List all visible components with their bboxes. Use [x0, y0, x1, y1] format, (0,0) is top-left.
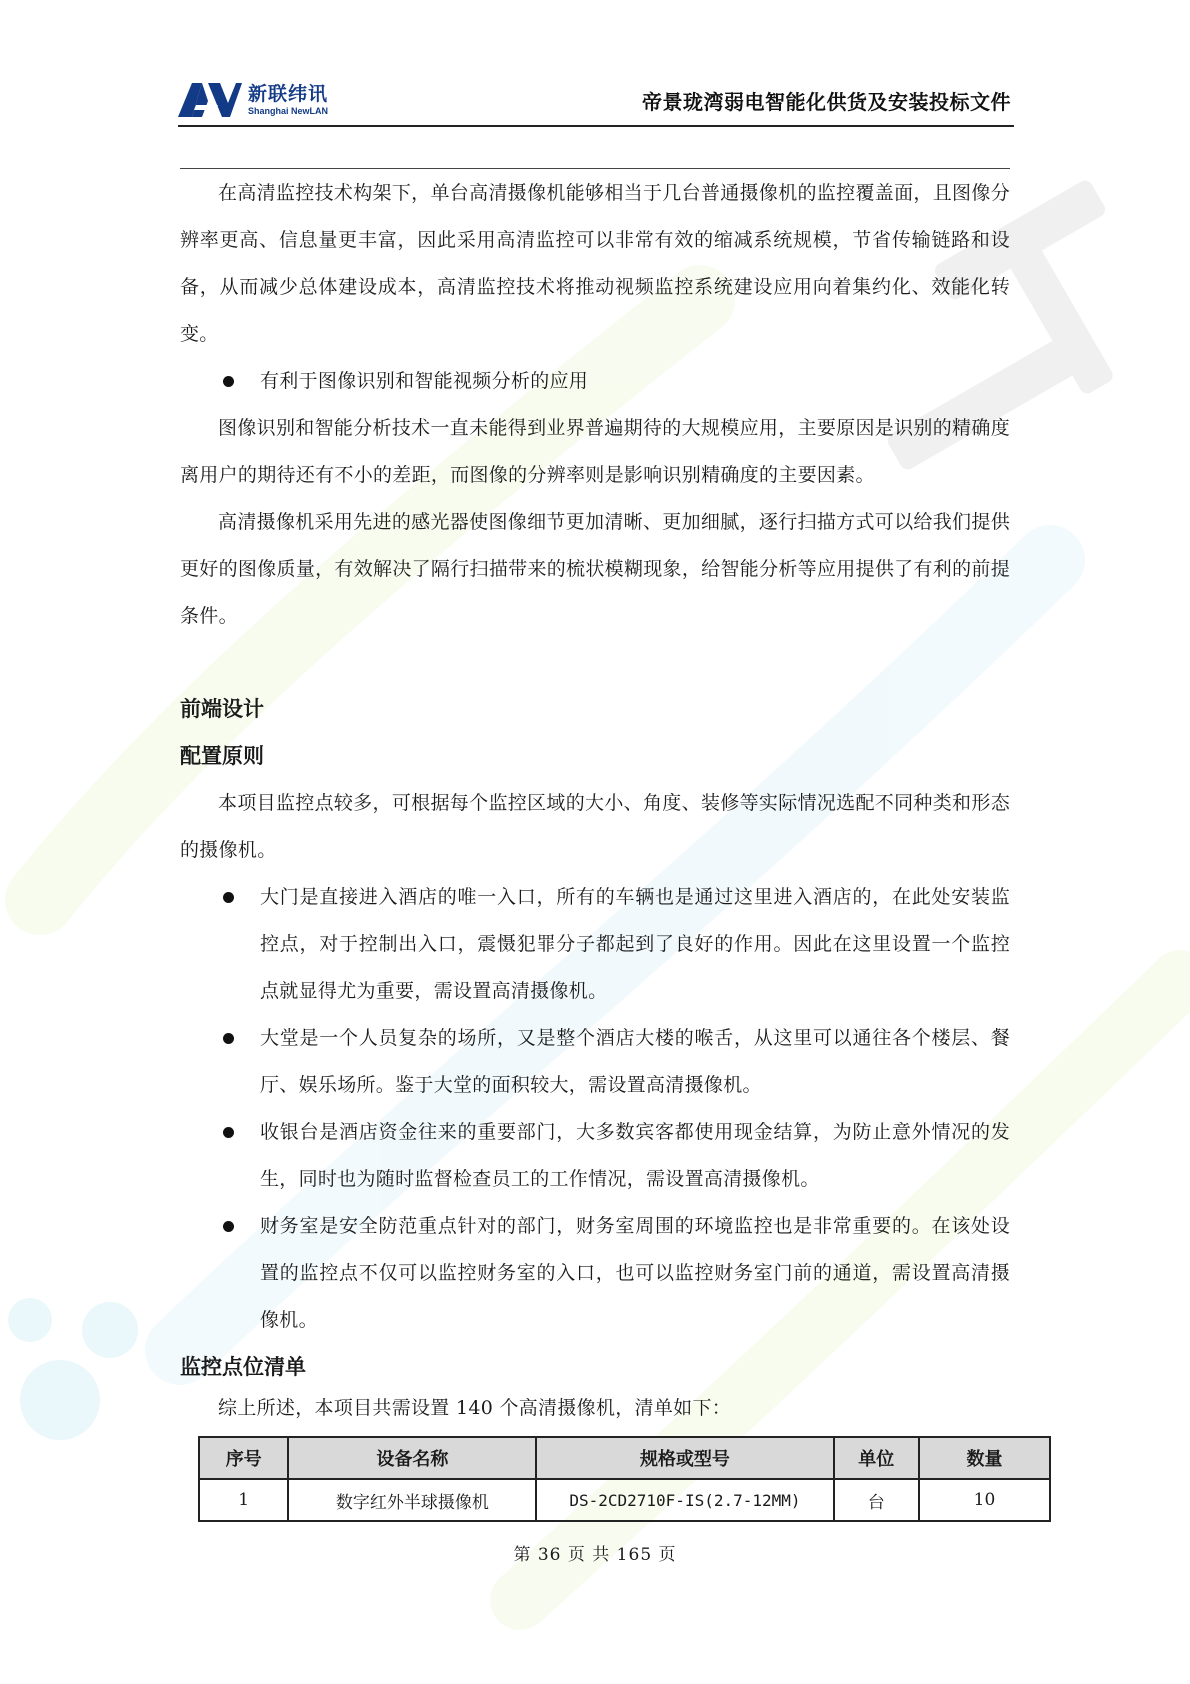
- paragraph: 高清摄像机采用先进的感光器使图像细节更加清晰、更加细腻，逐行扫描方式可以给我们提供更好的图像质量，有效解决了隔行扫描带来的梳状模糊现象，给智能分析等应用提供了有利的前提条件。: [180, 511, 1010, 627]
- spacer: [180, 640, 1010, 686]
- page-number: 第 36 页 共 165 页: [513, 1545, 677, 1565]
- page-header: [178, 78, 1013, 126]
- paragraph: 图像识别和智能分析技术一直未能得到业界普遍期待的大规模应用，主要原因是识别的精确度离用户的期待还有不小的差距，而图像的分辨率则是影响识别精确度的主要因素。: [180, 417, 1010, 486]
- table-header-cell: 数量: [919, 1437, 1050, 1479]
- bullet-dot-icon: [223, 892, 234, 903]
- bullet-item: [175, 1015, 1010, 1109]
- bullet-text: 大门是直接进入酒店的唯一入口，所有的车辆也是通过这里进入酒店的，在此处安装监控点，对于控制出入口，震慑犯罪分子都起到了良好的作用。因此在这里设置一个监控点就显得尤为重要，需设置高清摄像机。: [260, 886, 1010, 1002]
- table-header-row: [199, 1437, 1050, 1479]
- bullet-item: [175, 1203, 1010, 1344]
- paragraph: 综上所述，本项目共需设置 140 个高清摄像机，清单如下：: [218, 1397, 732, 1419]
- table-header-cell: 单位: [834, 1437, 919, 1479]
- table-cell: DS-2CD2710F-IS(2.7-12MM): [536, 1479, 833, 1521]
- logo-chinese-name: 新联纬讯: [248, 82, 329, 105]
- company-logo: [178, 80, 328, 120]
- paragraph: 本项目监控点较多，可根据每个监控区域的大小、角度、装修等实际情况选配不同种类和形态的摄像机。: [180, 792, 1010, 861]
- bullet-text: 财务室是安全防范重点针对的部门，财务室周围的环境监控也是非常重要的。在该处设置的监控点不仅可以监控财务室的入口，也可以监控财务室门前的通道，需设置高清摄像机。: [260, 1215, 1010, 1331]
- bullet-item: [175, 874, 1010, 1015]
- bullet-text: 收银台是酒店资金往来的重要部门，大多数宾客都使用现金结算，为防止意外情况的发生，同时也为随时监督检查员工的工作情况，需设置高清摄像机。: [260, 1121, 1010, 1190]
- bullet-text: 有利于图像识别和智能视频分析的应用: [260, 370, 589, 392]
- table-cell: 数字红外半球摄像机: [288, 1479, 536, 1521]
- table-cell: 1: [199, 1479, 288, 1521]
- equipment-table: [198, 1436, 1051, 1522]
- document-title: 帝景珑湾弱电智能化供货及安装投标文件: [642, 90, 1011, 114]
- bullet-text: 大堂是一个人员复杂的场所，又是整个酒店大楼的喉舌，从这里可以通往各个楼层、餐厅、娱乐场所。鉴于大堂的面积较大，需设置高清摄像机。: [260, 1027, 1010, 1096]
- newlan-logo-icon: [178, 83, 242, 117]
- paragraph: 在高清监控技术构架下，单台高清摄像机能够相当于几台普通摄像机的监控覆盖面，且图像分辨率更高、信息量更丰富，因此采用高清监控可以非常有效的缩减系统规模，节省传输链路和设备，从而减少总体建设成本，高清监控技术将推动视频监控系统建设应用向着集约化、效能化转变。: [180, 182, 1010, 345]
- document-body: [180, 170, 1010, 1426]
- header-divider: [178, 125, 1014, 127]
- bullet-dot-icon: [223, 1033, 234, 1044]
- bullet-dot-icon: [223, 1127, 234, 1138]
- bullet-dot-icon: [223, 376, 234, 387]
- table-header-cell: 规格或型号: [536, 1437, 833, 1479]
- subsection-heading: 监控点位清单: [180, 1355, 306, 1379]
- table-cell: 10: [919, 1479, 1050, 1521]
- bullet-item: [175, 358, 1010, 405]
- section-heading: 前端设计: [180, 697, 264, 721]
- bullet-dot-icon: [223, 1221, 234, 1232]
- table-cell: 台: [834, 1479, 919, 1521]
- table-row: [199, 1479, 1050, 1521]
- table-header-cell: 序号: [199, 1437, 288, 1479]
- section-divider: [180, 168, 1010, 169]
- table-header-cell: 设备名称: [288, 1437, 536, 1479]
- bullet-item: [175, 1109, 1010, 1203]
- logo-english-name: Shanghai NewLAN: [248, 105, 329, 116]
- subsection-heading: 配置原则: [180, 744, 264, 768]
